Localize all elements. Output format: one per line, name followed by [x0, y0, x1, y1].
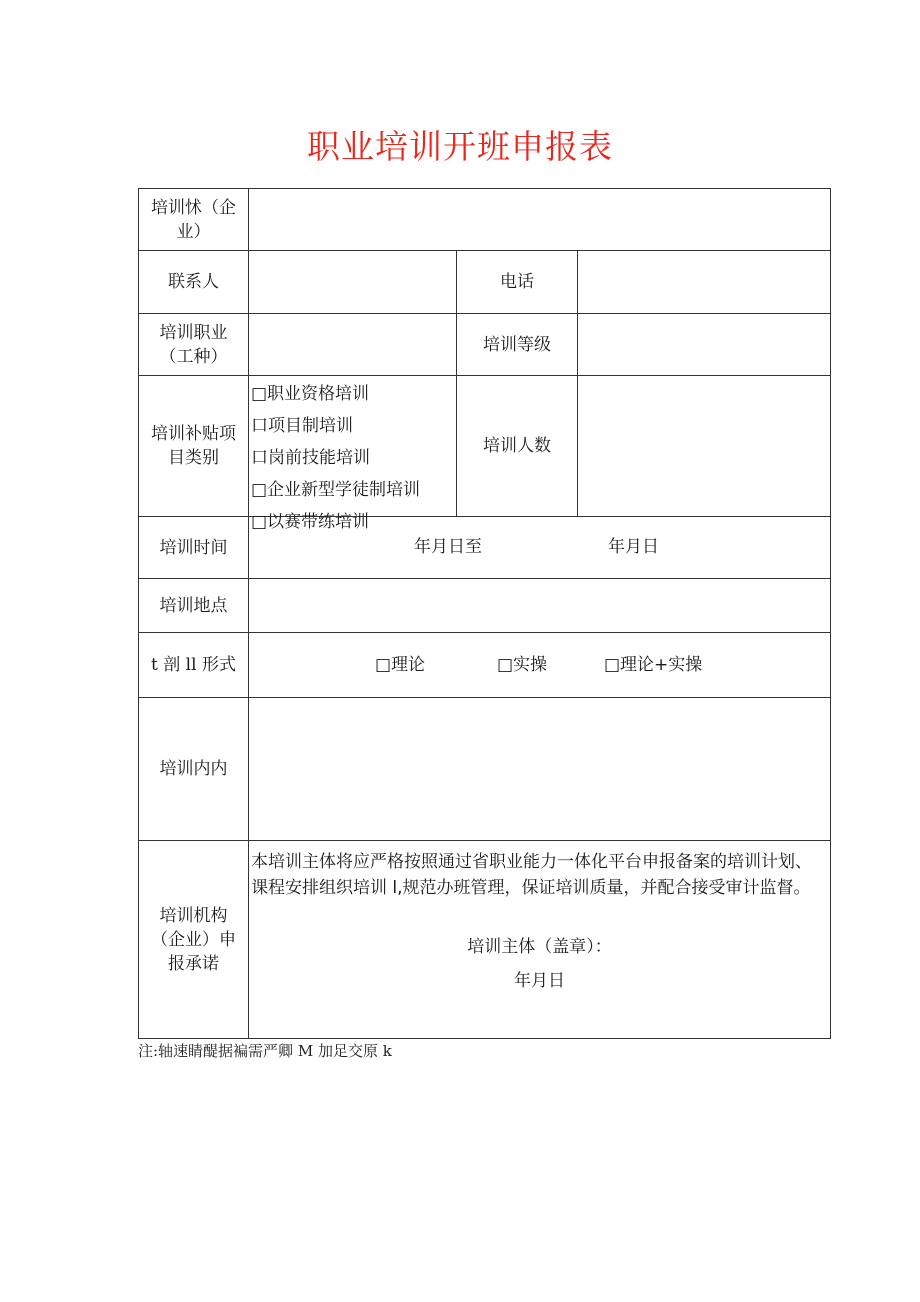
category-options-cell [249, 376, 457, 532]
promise-row [139, 841, 831, 1039]
place-label: 培训地点 [139, 579, 249, 633]
contact-label: 联系人 [139, 251, 249, 314]
time-value-cell[interactable] [249, 517, 831, 579]
phone-value-cell[interactable] [578, 251, 831, 314]
time-end-text: 年月日 [608, 537, 659, 557]
promise-text: 本培训主体将应严格按照通过省职业能力一体化平台申报备案的培训计划、课程安排组织培训 l,规范办班管理，保证培训质量，并配合接受审计监督。 [251, 852, 812, 898]
form-row [139, 633, 831, 698]
category-option[interactable]: □以赛带练培训 [251, 512, 370, 532]
form-label: t 剖 ll 形式 [139, 633, 249, 698]
time-row [139, 517, 831, 579]
place-value-cell[interactable] [249, 579, 831, 633]
trainee-count-value-cell[interactable] [578, 376, 831, 517]
place-row [139, 579, 831, 633]
footnote: 注:轴速睛醍据褊需严卿 M 加足交原 k [138, 1042, 392, 1060]
category-options-list [249, 378, 456, 532]
promise-signature-line: 培训主体（盖章）： [467, 937, 612, 957]
page-title: 职业培训开班申报表 [307, 127, 613, 166]
occupation-label: 培训职业（工种） [139, 314, 249, 376]
content-label: 培训内内 [139, 698, 249, 841]
contact-value-cell[interactable] [249, 251, 457, 314]
content-row [139, 698, 831, 841]
institution-value-cell[interactable] [249, 189, 831, 251]
category-row [139, 376, 831, 517]
occupation-value-cell[interactable] [249, 314, 457, 376]
category-option[interactable]: 口岗前技能培训 [251, 448, 370, 468]
promise-cell [249, 841, 831, 1039]
category-label: 培训补贴项目类别 [139, 376, 249, 517]
level-value-cell[interactable] [578, 314, 831, 376]
promise-date-line: 年月日 [514, 971, 565, 991]
time-label: 培训时间 [139, 517, 249, 579]
level-label: 培训等级 [457, 314, 578, 376]
application-form-table [138, 188, 831, 1039]
trainee-count-label: 培训人数 [457, 376, 578, 517]
category-option[interactable]: □企业新型学徒制培训 [251, 480, 421, 500]
occupation-row [139, 314, 831, 376]
institution-row [139, 189, 831, 251]
promise-label: 培训机构（企业）申报承诺 [139, 841, 249, 1039]
form-option-theory-practice[interactable]: □理论+实操 [604, 655, 703, 675]
contact-row [139, 251, 831, 314]
time-start-text: 年月日至 [414, 537, 482, 557]
institution-label: 培训怵（企业） [139, 189, 249, 251]
form-option-theory[interactable]: □理论 [375, 655, 426, 675]
form-options-cell [249, 633, 831, 698]
form-option-practice[interactable]: □实操 [497, 655, 548, 675]
phone-label: 电话 [457, 251, 578, 314]
category-option[interactable]: 口项目制培训 [251, 416, 353, 436]
content-value-cell[interactable] [249, 698, 831, 841]
category-option[interactable]: □职业资格培训 [251, 384, 370, 404]
